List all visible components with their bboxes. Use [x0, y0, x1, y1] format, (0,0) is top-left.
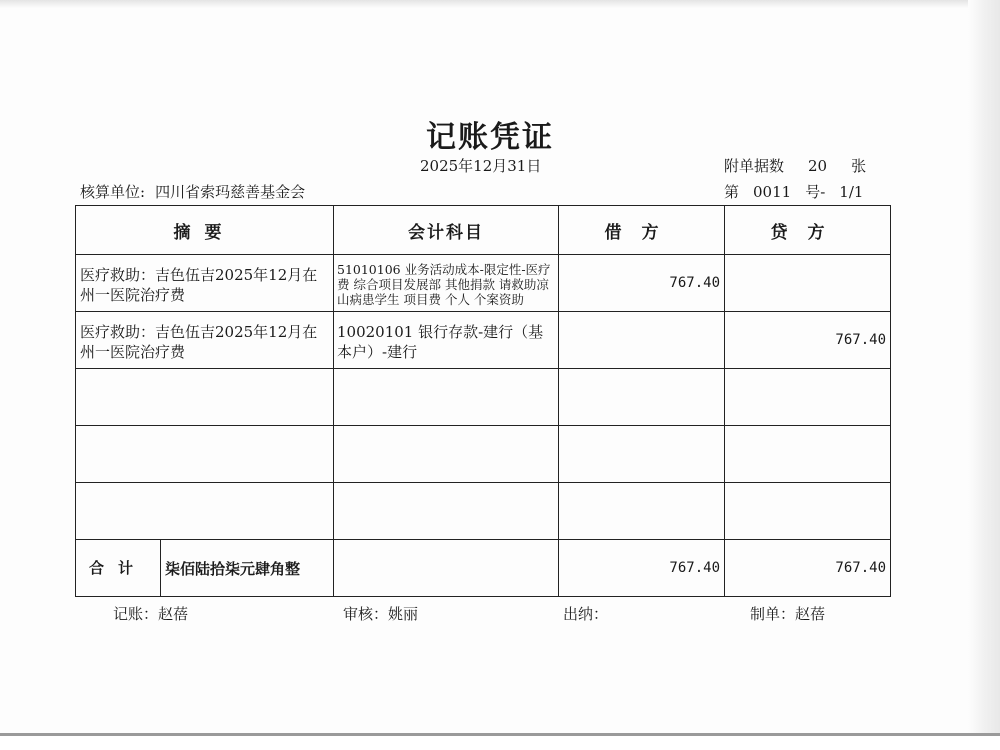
table-row-empty [76, 426, 891, 483]
header-debit: 借方 [559, 206, 725, 255]
preparer-signature: 制单：赵蓓 [750, 605, 826, 623]
voucher-no-value: 0011 [753, 183, 792, 201]
table-row [76, 312, 891, 369]
voucher-no-prefix: 第 [724, 183, 740, 201]
bookkeeper-signature: 记账：赵蓓 [113, 605, 189, 623]
attachments-unit: 张 [851, 157, 867, 175]
scan-edge-top [0, 0, 1000, 8]
cashier-signature: 出纳： [563, 605, 609, 623]
voucher-title: 记账凭证 [426, 120, 554, 155]
attachments-label: 附单据数 [724, 157, 785, 175]
voucher-no-suffix: 号- [805, 183, 826, 201]
table-row-empty [76, 483, 891, 540]
attachments-count: 20 [808, 157, 828, 175]
unit-name: 四川省索玛慈善基金会 [155, 183, 306, 201]
row-summary: 医疗救助：吉色伍吉2025年12月在州一医院治疗费 [80, 323, 318, 361]
row-credit [725, 255, 890, 275]
total-label: 合计 [76, 540, 161, 596]
total-debit: 767.40 [669, 560, 720, 576]
header-summary: 摘要 [76, 206, 334, 255]
row-account: 10020101 银行存款-建行（基本户）-建行 [337, 323, 544, 361]
row-debit: 767.40 [669, 275, 720, 291]
voucher-table [75, 205, 891, 597]
voucher-number [724, 181, 863, 202]
header-account: 会计科目 [334, 206, 559, 255]
table-row-empty [76, 369, 891, 426]
unit-label: 核算单位: [80, 183, 146, 201]
header-credit: 贷方 [725, 206, 891, 255]
row-account: 51010106 业务活动成本-限定性-医疗费 综合项目发展部 其他捐款 请救助凉山病患学生 项目费 个人 个案资助 [337, 262, 551, 307]
attachments-info [724, 155, 866, 176]
total-row [76, 540, 891, 597]
row-summary: 医疗救助：吉色伍吉2025年12月在州一医院治疗费 [80, 266, 318, 304]
row-debit [559, 312, 724, 332]
voucher-date: 2025年12月31日 [420, 157, 542, 175]
accounting-unit [80, 181, 305, 202]
table-row [76, 255, 891, 312]
row-credit: 767.40 [835, 332, 886, 348]
table-header-row [76, 206, 891, 255]
total-amount-words: 柒佰陆拾柒元肆角整 [165, 559, 301, 578]
total-credit: 767.40 [835, 560, 886, 576]
reviewer-signature: 审核：姚丽 [343, 605, 419, 623]
voucher-page: 1/1 [839, 183, 864, 201]
